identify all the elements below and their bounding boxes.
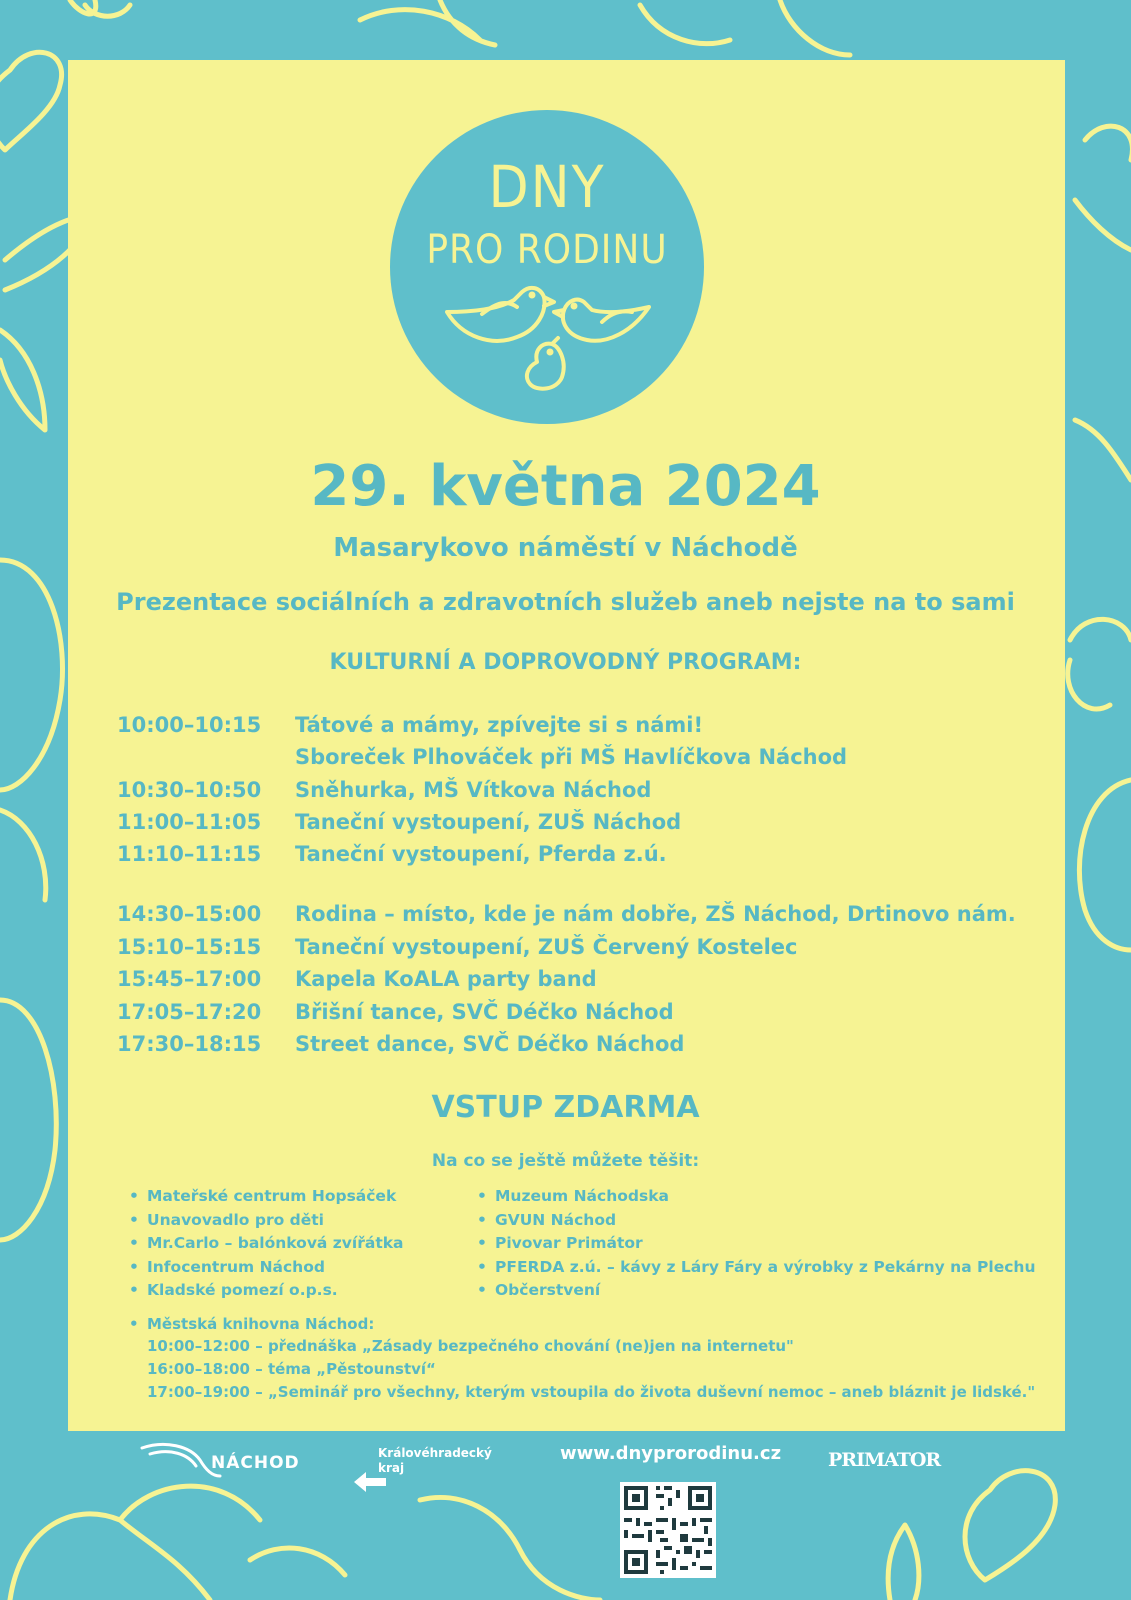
kraj-logo-text [378, 1446, 492, 1476]
program-time: 14:30–15:00 [117, 902, 262, 926]
qr-code-icon[interactable] [620, 1482, 716, 1578]
list-item: • Unavovadlo pro děti [129, 1209, 404, 1233]
kraj-line2: kraj [378, 1461, 405, 1475]
program-row [0, 741, 1131, 773]
program-row [0, 806, 1131, 838]
program-activity: Street dance, SVČ Déčko Náchod [295, 1032, 685, 1056]
program-activity: Rodina – místo, kde je nám dobře, ZŠ Náchod, Drtinovo nám. [295, 902, 1016, 926]
library-section [129, 1313, 1035, 1404]
program-title: KULTURNÍ A DOPROVODNÝ PROGRAM: [329, 650, 802, 675]
website-link[interactable]: www.dnyprorodinu.cz [560, 1443, 782, 1464]
program-row [0, 963, 1131, 995]
logo-subtitle: PRO RODINU [426, 227, 668, 273]
list-item: • Pivovar Primátor [477, 1232, 1036, 1256]
circle-doodle-icon [640, 0, 850, 55]
library-line: 16:00–18:00 – téma „Pěstounství“ [147, 1360, 436, 1378]
program-activity: Kapela KoALA party band [295, 967, 597, 991]
logo-title: DNY [488, 153, 606, 221]
library-line: 10:00–12:00 – přednáška „Zásady bezpečného chování (ne)jen na internetu" [147, 1337, 794, 1355]
heart-doodle-icon [0, 52, 62, 150]
list-item: • GVUN Náchod [477, 1209, 1036, 1233]
admission-free: VSTUP ZDARMA [431, 1090, 700, 1125]
event-subtitle: Prezentace sociálních a zdravotních služeb aneb nejste na to sami [116, 588, 1015, 616]
extras-list-right [477, 1185, 1036, 1303]
kraj-line1: Královéhradecký [378, 1446, 492, 1460]
library-title: • Městská knihovna Náchod: [129, 1313, 1035, 1335]
program-activity: Sněhurka, MŠ Vítkova Náchod [295, 778, 652, 802]
program-time: 15:10–15:15 [117, 935, 262, 959]
leaf-doodle-icon [0, 330, 45, 430]
list-item: • Mateřské centrum Hopsáček [129, 1185, 404, 1209]
list-item: • Infocentrum Náchod [129, 1256, 404, 1280]
three-birds-icon [442, 282, 654, 392]
list-item: • Kladské pomezí o.p.s. [129, 1279, 404, 1303]
primator-logo: PRIMATOR [828, 1449, 941, 1471]
program-activity: Taneční vystoupení, ZUŠ Náchod [295, 810, 682, 834]
event-logo [390, 110, 704, 424]
program-time: 11:10–11:15 [117, 842, 262, 866]
heart-doodle-icon [965, 1471, 1055, 1580]
program-time: 11:00–11:05 [117, 810, 262, 834]
program-row [0, 709, 1131, 741]
leaf-doodle-icon [888, 1525, 919, 1600]
list-item: • Mr.Carlo – balónková zvířátka [129, 1232, 404, 1256]
program-time: 10:00–10:15 [117, 713, 262, 737]
leaf-doodle-icon [250, 1548, 345, 1575]
program-activity: Taneční vystoupení, ZUŠ Červený Kostelec [295, 935, 798, 959]
nachod-logo-text: NÁCHOD [211, 1453, 300, 1473]
extras-list-left [129, 1185, 404, 1303]
program-row [0, 898, 1131, 930]
program-time: 17:30–18:15 [117, 1032, 262, 1056]
wave-doodle-icon [420, 1497, 600, 1600]
extras-title: Na co se ještě můžete těšit: [431, 1151, 700, 1171]
program-activity: Taneční vystoupení, Pferda z.ú. [295, 842, 667, 866]
event-venue: Masarykovo náměstí v Náchodě [333, 533, 798, 563]
program-row [0, 1028, 1131, 1060]
program-activity: Tátové a mámy, zpívejte si s námi! [295, 713, 704, 737]
program-activity: Břišní tance, SVČ Déčko Náchod [295, 1000, 674, 1024]
list-item: • Muzeum Náchodska [477, 1185, 1036, 1209]
wave-doodle-icon [360, 0, 495, 45]
program-time: 10:30–10:50 [117, 778, 262, 802]
program-row [0, 931, 1131, 963]
library-line: 17:00–19:00 – „Seminář pro všechny, kterým vstoupila do života duševní nemoc – aneb bláznit je lidské." [147, 1383, 1036, 1401]
heart-doodle-icon [1075, 126, 1131, 250]
program-row [0, 996, 1131, 1028]
bird-doodle-icon [10, 1486, 260, 1600]
list-item: • PFERDA z.ú. – kávy z Láry Fáry a výrobky z Pekárny na Plechu [477, 1256, 1036, 1280]
flower-doodle-icon [70, 0, 130, 16]
list-item: • Občerstvení [477, 1279, 1036, 1303]
program-time: 15:45–17:00 [117, 967, 262, 991]
event-date: 29. května 2024 [310, 454, 821, 519]
program-row [0, 774, 1131, 806]
program-time: 17:05–17:20 [117, 1000, 262, 1024]
program-activity: Sboreček Plhováček při MŠ Havlíčkova Náchod [295, 745, 848, 769]
program-row [0, 838, 1131, 870]
